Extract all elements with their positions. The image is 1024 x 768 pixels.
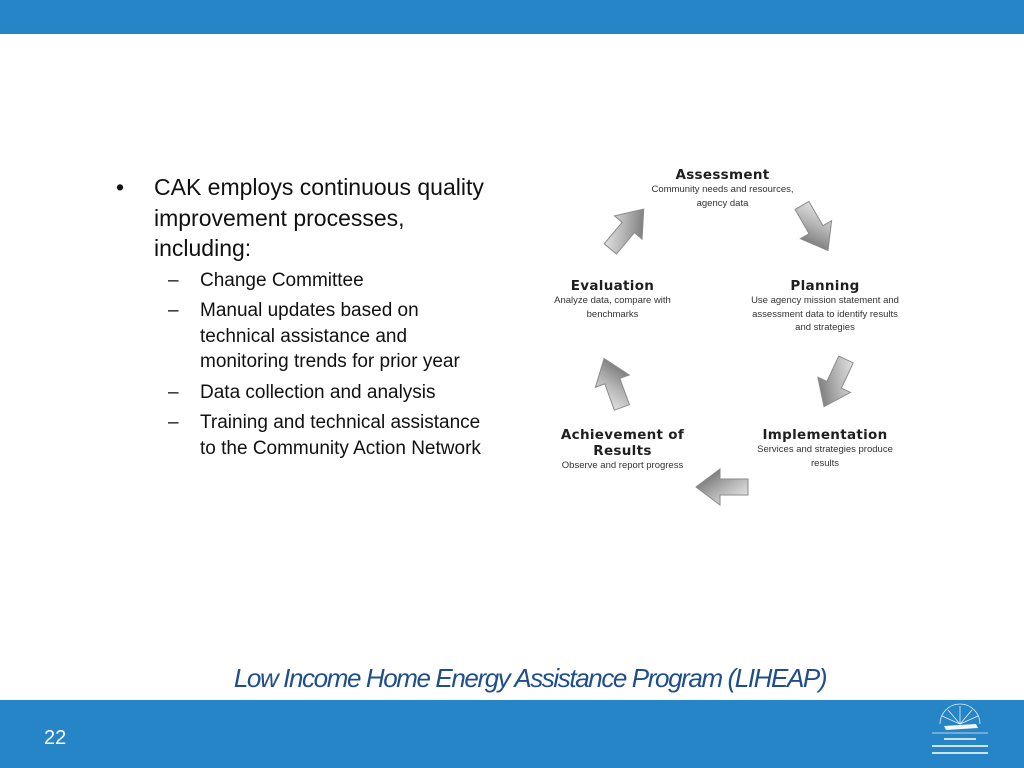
stage-assessment-title: Assessment — [675, 167, 770, 183]
footer-title-text: Low Income Home Energy Assistance Program (LIHEAP) — [233, 663, 827, 693]
stage-planning-desc-2: assessment data to identify results — [752, 308, 898, 320]
stage-evaluation-desc-2: benchmarks — [586, 308, 639, 320]
arrow-icon — [691, 463, 753, 511]
sub-item-manual-updates — [168, 298, 492, 375]
dash-symbol: – — [168, 300, 179, 321]
stage-achievement-title-2: Results — [593, 443, 652, 459]
sub-item-text: Manual updates based on technical assistance and monitoring trends for prior year — [200, 300, 460, 372]
arrow-icon — [597, 195, 657, 263]
stage-planning-title: Planning — [790, 278, 860, 294]
stage-assessment — [645, 167, 800, 210]
sub-item-change-committee — [168, 268, 492, 294]
dash-symbol: – — [168, 269, 179, 291]
stage-assessment-desc-2: agency data — [696, 197, 749, 209]
bullet-main-item — [112, 172, 492, 264]
bullet-symbol: • — [116, 174, 125, 200]
stage-implementation-title: Implementation — [762, 427, 888, 443]
stage-implementation-desc-1: Services and strategies produce — [757, 444, 893, 455]
sub-item-data-collection — [168, 380, 492, 406]
stage-achievement-title-1: Achievement of — [560, 427, 685, 443]
stage-implementation — [750, 427, 900, 470]
dash-symbol: – — [168, 412, 179, 433]
stage-assessment-desc-1: Community needs and resources, — [651, 184, 794, 195]
sub-bullet-list — [168, 268, 492, 462]
arrow-icon — [807, 345, 863, 421]
footer-title — [0, 663, 1024, 694]
kentucky-seal-icon — [926, 702, 994, 764]
stage-planning-desc-3: and strategies — [795, 322, 855, 333]
stage-planning — [750, 278, 900, 335]
page-number: 22 — [44, 727, 67, 749]
stage-evaluation-title: Evaluation — [570, 278, 655, 294]
arrow-icon — [787, 192, 843, 264]
stage-evaluation-desc-1: Analyze data, compare with — [554, 295, 671, 306]
stage-planning-desc-1: Use agency mission statement and — [751, 295, 899, 306]
quality-cycle-diagram — [545, 150, 905, 520]
bottom-accent-bar — [0, 700, 1024, 768]
sub-item-text: Training and technical assistance to the Community Action Network — [200, 412, 481, 459]
top-accent-bar — [0, 0, 1024, 34]
bullet-list — [112, 172, 492, 466]
stage-achievement — [560, 427, 685, 473]
bullet-main-text: CAK employs continuous quality improvement processes, including: — [154, 174, 484, 261]
stage-implementation-desc-2: results — [811, 457, 839, 469]
sub-item-training — [168, 410, 492, 461]
arrow-icon — [585, 345, 641, 421]
stage-evaluation — [550, 278, 675, 321]
stage-achievement-desc-1: Observe and report progress — [561, 460, 684, 471]
sub-item-text: Data collection and analysis — [200, 381, 436, 403]
dash-symbol: – — [168, 381, 179, 403]
sub-item-text: Change Committee — [200, 269, 364, 291]
